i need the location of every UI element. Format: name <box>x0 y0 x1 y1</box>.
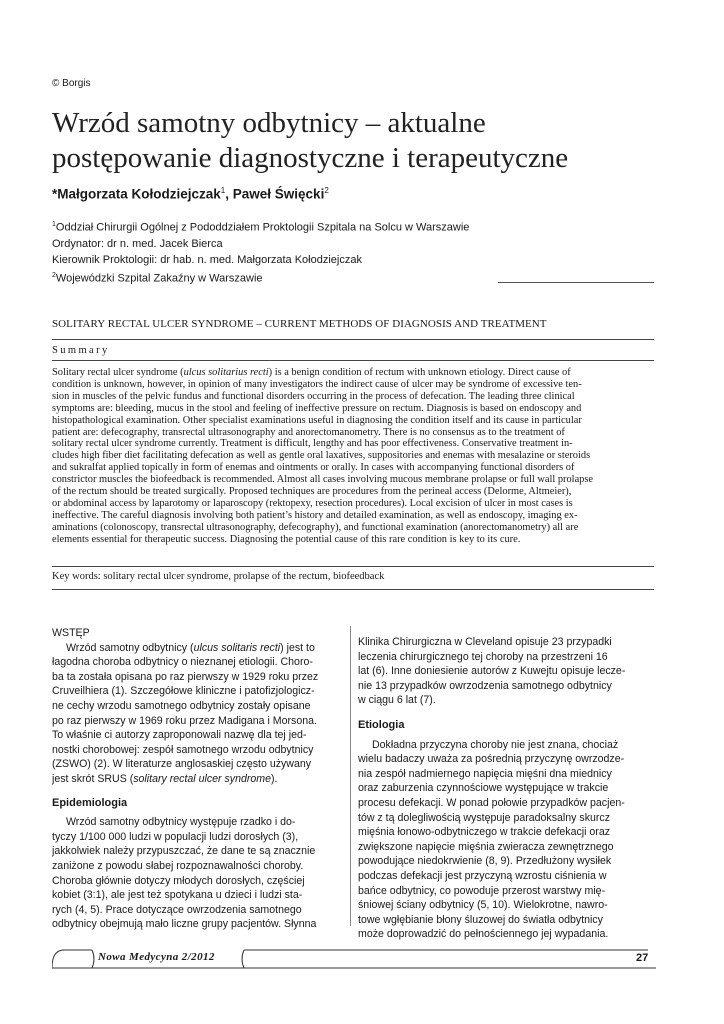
author-1-affil-ref: 1 <box>220 186 226 195</box>
title-line-2: postępowanie diagnostyczne i terapeutyczne <box>52 142 569 174</box>
text-line: zaniżone z powodu słabej rozpoznawalności choroby. <box>52 859 304 872</box>
summary-line: condition is unknown, however, in opinion of many investigators the indirect cause of ulcer may be syndrome of excessive ten- <box>52 378 582 390</box>
epidemiology-paragraph <box>52 815 344 932</box>
text-line: po raz pierwszy w 1969 roku przez Madigana i Morsona. <box>52 714 317 727</box>
text-line: Choroba głównie dotyczy młodych dorosłych, częściej <box>52 874 305 887</box>
summary-heading-rule <box>52 360 654 361</box>
text-line: nostki chorobowej: zespół samotnego wrzodu odbytnicy <box>52 743 314 756</box>
text-line: Dokładna przyczyna choroby nie jest znana, chociaż <box>372 738 619 751</box>
section-heading-epidemiology: Epidemiologia <box>52 796 128 809</box>
text-line: leczenia chirurgicznego tej choroby na przestrzeni 16 <box>358 650 608 663</box>
affiliation-ref: 1 <box>52 221 56 228</box>
summary-line: sion in muscles of the pelvic fundus and functional disorders occurring in the process of defecation. The leading three clinical <box>52 390 575 402</box>
author-separator: , <box>225 186 233 202</box>
text-line: kobiet (3:1), ale jest też spotykana u dzieci i ludzi sta- <box>52 889 303 902</box>
summary-line: aminations (colonoscopy, transrectal ultrasonography, defecography), and functional examination (anorectomanometry) all are <box>52 521 579 533</box>
header-divider <box>498 282 654 283</box>
affiliation-line <box>52 252 469 268</box>
text-line: Wrzód samotny odbytnicy występuje rzadko i do- <box>66 816 296 829</box>
body-right-column <box>358 635 654 942</box>
text-line: nia zespół nadmiernego napięcia mięśni dna miednicy <box>358 767 612 780</box>
keywords-top-rule <box>52 566 654 567</box>
text-line: nie 13 przypadków owrzodzenia samotnego odbytnicy <box>358 679 612 692</box>
section-heading-etiology: Etiologia <box>358 718 405 731</box>
summary-line: solitary rectal ulcer syndrome currently. Treatment is difficult, lengthy and has poor effectiveness. Conservative treatment in- <box>52 438 573 450</box>
author-2-affil-ref: 2 <box>324 186 329 195</box>
text-line: zwiększone napięcie mięśnia zwieracza zewnętrznego <box>358 840 614 853</box>
text-line: Klinika Chirurgiczna w Cleveland opisuje 23 przypadki <box>358 636 612 648</box>
page-number: 27 <box>636 952 649 964</box>
summary-line: ineffective. The careful diagnosis involving both patient’s history and detailed examination, as well as endoscopy, imaging ex- <box>52 509 578 521</box>
keywords: Key words: solitary rectal ulcer syndrome, prolapse of the rectum, biofeedback <box>52 571 385 582</box>
text-line: rych (4, 5). Prace dotyczące owrzodzenia samotnego <box>52 903 302 916</box>
text-line: podczas defekacji jest przyczyną wzrostu ciśnienia w <box>358 869 607 882</box>
affiliation-text: Kierownik Proktologii: dr hab. n. med. Małgorzata Kołodziejczak <box>52 253 362 266</box>
continued-paragraph <box>358 635 654 708</box>
summary-top-rule <box>52 339 654 340</box>
column-divider <box>350 626 351 926</box>
text-line: lat (6). Inne doniesienie autorów z Kuwejtu opisuje lecze- <box>358 665 626 678</box>
summary-line: constrictor muscles the biofeedback is recommended. Almost all cases involving mucous membrane prolapse or full wall prolapse <box>52 474 594 486</box>
summary-body <box>52 367 654 546</box>
summary-line: of the rectum should be treated surgically. Proposed techniques are procedures from the perineal access (Delorme, Altmeier), <box>52 486 572 498</box>
text-line: tów z tą dolegliwością występuje paradoksalny skurcz <box>358 811 611 824</box>
text-line: odbytnicy obejmują mało liczne grupy pacjentów. Słynna <box>52 918 317 931</box>
text-line: bańce odbytnicy, co powoduje przerost warstwy mię- <box>358 884 606 897</box>
article-title <box>52 106 672 176</box>
summary-line: elements essential for therapeutic success. Diagnosing the potential cause of this rare condition is key to its cure. <box>52 533 521 545</box>
affiliation-text: Oddział Chirurgii Ogólnej z Pododdziałem Proktologii Szpitala na Solcu w Warszawie <box>55 221 470 234</box>
text-line: towe wgłębianie błony śluzowej do światła odbytnicy <box>358 913 603 926</box>
summary-line: and sukralfat applied topically in form of enemas and ointments or orally. In cases with accompanying functional disorders of <box>52 462 575 474</box>
keywords-bottom-rule <box>52 589 654 590</box>
text-line: jest skrót SRUS (solitary rectal ulcer syndrome). <box>52 772 278 785</box>
text-line: (ZSWO) (2). W literaturze anglosaskiej często używany <box>52 758 312 771</box>
summary-line: histopathological examination. Other specialist examinations useful in diagnosing the condition itself and its cause in particular <box>52 414 582 426</box>
author-2-name: Paweł Święcki <box>232 186 325 202</box>
journal-name: Nowa Medycyna 2/2012 <box>98 951 215 963</box>
summary-heading: Summary <box>52 345 110 356</box>
summary-line: patient are: defecography, transrectal ultrasonography and anorectomanometry. There is no consensus as to the treatment of <box>52 426 565 438</box>
affiliation-line <box>52 268 469 287</box>
text-line: procesu defekacji. W ponad połowie przypadków pacjen- <box>358 796 625 809</box>
affiliation-line <box>52 236 469 252</box>
affiliation-text: Ordynator: dr n. med. Jacek Bierca <box>52 237 223 250</box>
body-left-column <box>52 626 344 932</box>
text-line: powodujące niedokrwienie (8, 9). Przedłużony wysiłek <box>358 855 612 868</box>
text-line: łagodna choroba odbytnicy o nieznanej etiologii. Choro- <box>52 656 313 669</box>
english-title: SOLITARY RECTAL ULCER SYNDROME – CURRENT METHODS OF DIAGNOSIS AND TREATMENT <box>52 318 547 330</box>
text-line: Cruveilhiera (1). Szczegółowe kliniczne i patofizjologicz- <box>52 685 315 698</box>
affiliation-text: Wojewódzki Szpital Zakaźny w Warszawie <box>55 272 263 285</box>
text-line: oraz zaburzenia czynnościowe występujące w trakcie <box>358 782 609 795</box>
text-line: tyczy 1/100 000 ludzi w populacji ludzi dorosłych (3), <box>52 830 299 843</box>
text-line: To właśnie ci autorzy zaproponowali nazwę dla tej jed- <box>52 729 307 742</box>
copyright-notice: © Borgis <box>52 78 91 89</box>
text-line: ne cechy wrzodu samotnego odbytnicy zostały opisane <box>52 699 311 712</box>
text-line: śniowej ściany odbytnicy (5, 10). Wielokrotne, nawro- <box>358 899 608 912</box>
text-line: jakkolwiek należy przypuszczać, że dane te są znacznie <box>52 845 316 858</box>
title-line-1: Wrzód samotny odbytnicy – aktualne <box>52 107 486 139</box>
summary-line: symptoms are: bleeding, mucus in the stool and feeling of ineffective pressure on rectum. Diagnosis is based on endoscopy and <box>52 402 582 414</box>
text-line: mięśnia łonowo-odbytniczego w trakcie defekacji oraz <box>358 826 611 839</box>
intro-paragraph <box>52 641 344 787</box>
author-list <box>52 186 329 202</box>
text-line: w ciągu 6 lat (7). <box>358 694 436 707</box>
author-1-name: *Małgorzata Kołodziejczak <box>52 186 221 202</box>
etiology-paragraph <box>358 738 654 942</box>
section-heading-intro: WSTĘP <box>52 627 90 639</box>
summary-line: or abdominal access by laparotomy or laparoscopy (rektopexy, resection procedures). Local excision of ulcer in most cases is <box>52 497 573 509</box>
text-line: wielu badaczy uważa za pośrednią przyczynę owrzodze- <box>358 753 625 766</box>
text-line: może doprowadzić do pełnościennego jej wypadania. <box>358 928 609 941</box>
affiliations <box>52 217 469 286</box>
text-line: Wrzód samotny odbytnicy (ulcus solitaris recti) jest to <box>66 641 315 654</box>
summary-line: Solitary rectal ulcer syndrome (ulcus solitarius recti) is a benign condition of rectum with unknown etiology. Direct cause of <box>52 367 571 378</box>
affiliation-ref: 2 <box>52 271 56 279</box>
text-line: ba ta została opisana po raz pierwszy w 1929 roku przez <box>52 670 319 683</box>
summary-line: cludes high fiber diet facilitating defecation as well as gentle oral laxatives, suppositories and enemas with mesalazine or steroids <box>52 450 591 462</box>
affiliation-line <box>52 217 469 236</box>
